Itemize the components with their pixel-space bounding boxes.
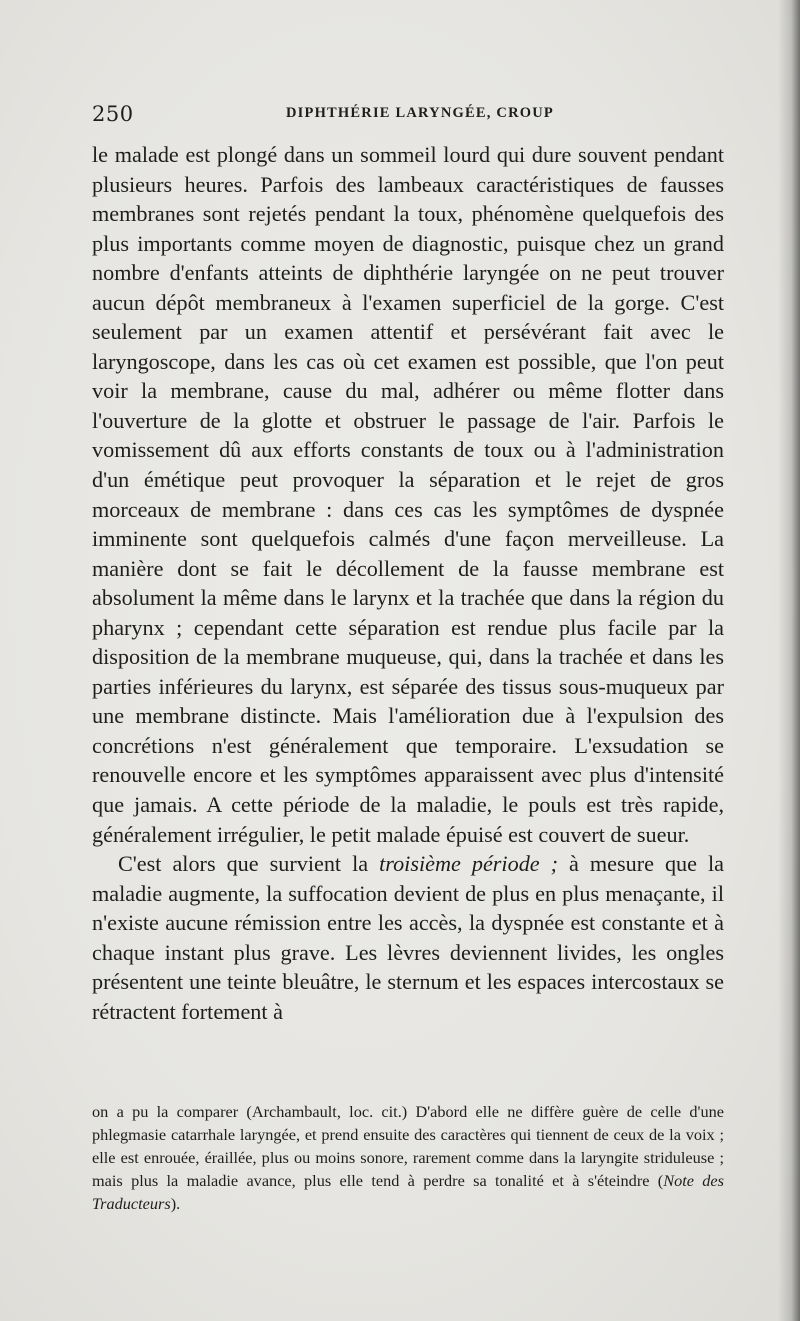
page-number: 250 <box>92 102 134 126</box>
paragraph-text: à mesure que la maladie augmente, la suffocation devient de plus en plus menaçante, il n'existe aucune rémission entre les accès, la dyspnée est constante et à chaque instant plus grave. Les lèvres deviennent livides, les ongles présentent une teinte bleuâtre, le sternum et les espaces intercostaux se rétractent fortement à <box>92 851 724 1024</box>
paragraph: le malade est plongé dans un sommeil lourd qui dure souvent pendant plusieurs heures. Parfois des lambeaux caractéristiques de fausses membranes sont rejetés pendant la toux, phénomène quelquefois des plus importants comme moyen de diagnostic, puisque chez un grand nombre d'enfants atteints de diphthérie laryngée on ne peut trouver aucun dépôt membraneux à l'examen superficiel de la gorge. C'est seulement par un examen attentif et persévérant fait avec le laryngoscope, dans les cas où cet examen est possible, que l'on peut voir la membrane, cause du mal, adhérer ou même flotter dans l'ouverture de la glotte et obstruer le passage de l'air. Parfois le vomissement dû aux efforts constants de toux ou à l'administration d'un émétique peut provoquer la séparation et le rejet de gros morceaux de membrane : dans ces cas les symptômes de dyspnée imminente sont quelquefois calmés d'une façon merveilleuse. La manière dont se fait le décollement de la fausse membrane est absolument la même dans le larynx et la trachée que dans la région du pharynx ; cependant cette séparation est rendue plus facile par la disposition de la membrane muqueuse, qui, dans la trachée et dans les parties inférieures du larynx, est séparée des tissus sous-muqueux par une membrane distincte. Mais l'amélioration due à l'expulsion des concrétions n'est généralement que temporaire. L'exsudation se renouvelle encore et les symptômes apparaissent avec plus d'intensité que jamais. A cette période de la maladie, le pouls est très rapide, généralement irrégulier, le petit malade épuisé est couvert de sueur. <box>92 142 724 847</box>
running-head: DIPHTHÉRIE LARYNGÉE, CROUP <box>286 105 554 121</box>
binding-shadow <box>778 0 800 1321</box>
paragraph-text: C'est alors que survient la <box>118 851 380 877</box>
footnote <box>92 1101 724 1216</box>
footnote-closing: ). <box>170 1193 181 1213</box>
footnote-text: on a pu la comparer (Archambault, loc. cit.) D'abord elle ne diffère guère de celle d'une phlegmasie catarrhale laryngée, et prend ensuite des caractères qui tiennent de ceux de la voix ; elle est enrouée, éraillée, plus ou moins sonore, rarement comme dans la laryngite striduleuse ; mais plus la maladie avance, plus elle tend à perdre sa tonalité et à s'éteindre ( <box>92 1102 724 1190</box>
footnote-emphasis: Note des Traducteurs <box>92 1170 724 1213</box>
emphasized-term: troisième période ; <box>379 851 559 877</box>
paragraph <box>92 849 724 1026</box>
main-text <box>92 140 724 1026</box>
page-header <box>92 100 724 130</box>
footnote-paragraph <box>92 1101 724 1216</box>
